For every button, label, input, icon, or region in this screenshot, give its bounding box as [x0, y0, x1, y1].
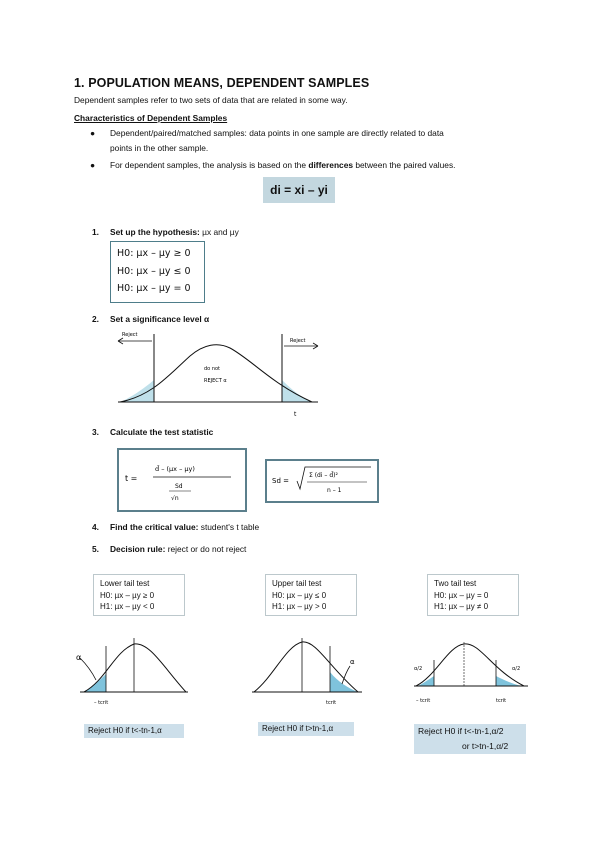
step-3: 3. Calculate the test statistic — [92, 427, 214, 437]
upper-axis-label: tcrit — [326, 700, 337, 706]
test-statistic-formula — [117, 448, 247, 512]
lower-tail-h0: H0: µx – µy ≥ 0 — [100, 590, 155, 600]
difference-formula: di = xi – yi — [263, 177, 335, 203]
t-equals: t = — [125, 474, 138, 483]
two-tail-left-rejection — [418, 676, 434, 686]
two-tail-title: Two tail test — [434, 579, 477, 588]
upper-alpha: α — [350, 658, 355, 666]
upper-tail-curve — [250, 636, 366, 708]
hypothesis-2: H0: µx – µy ≤ 0 — [117, 265, 191, 277]
bullet1-line2: points in the other sample. — [110, 143, 209, 153]
page-title: 1. POPULATION MEANS, DEPENDENT SAMPLES — [74, 76, 370, 90]
upper-tail-h0: H0: µx – µy ≤ 0 — [272, 590, 327, 600]
two-tail-rule-line1: Reject H0 if t<-tn-1,α/2 — [418, 726, 504, 736]
lower-alpha: α — [76, 653, 82, 662]
sqrt-n-term: √n — [171, 495, 179, 502]
bullet-dot: ● — [90, 160, 96, 170]
sd-formula — [265, 459, 379, 503]
two-tail-axis-right: tcrit — [496, 698, 507, 704]
lower-alpha-arrow — [80, 658, 96, 680]
reject-left-label: Reject — [122, 332, 138, 338]
upper-tail-title: Upper tail test — [272, 579, 322, 588]
characteristics-heading: Characteristics of Dependent Samples — [74, 113, 228, 123]
hypothesis-1: H0: µx – µy ≥ 0 — [117, 248, 191, 259]
hypotheses-box — [110, 241, 205, 303]
lower-tail-h1: H1: µx – µy < 0 — [100, 602, 155, 611]
lower-tail-title: Lower tail test — [100, 579, 150, 588]
intro-text: Dependent samples refer to two sets of data that are related in some way. — [74, 95, 348, 105]
two-tail-curve — [412, 636, 532, 708]
two-tail-axis-left: – tcrit — [416, 698, 431, 704]
lower-tail-box — [93, 574, 185, 616]
t-label: t — [294, 411, 297, 418]
two-tail-h0: H0: µx – µy = 0 — [434, 590, 489, 600]
lower-tail-rejection — [84, 674, 106, 692]
right-tail-fill — [282, 380, 312, 402]
bullet-dot: ● — [90, 128, 96, 138]
upper-tail-box — [265, 574, 357, 616]
step-5: 5. Decision rule: reject or do not reject — [92, 544, 247, 554]
two-tail-rule-line2: or t>tn-1,α/2 — [462, 741, 509, 751]
two-tail-right-rejection — [496, 676, 522, 686]
step-2: 2. Set a significance level α — [92, 314, 210, 324]
hypothesis-3: H0: µx – µy = 0 — [117, 283, 191, 294]
bullet2-bold: differences — [308, 160, 354, 170]
sd-lhs: Sd = — [272, 477, 289, 485]
upper-tail-rejection — [330, 672, 358, 692]
lower-tail-curve — [76, 636, 192, 708]
upper-tail-h1: H1: µx – µy > 0 — [272, 602, 327, 611]
upper-tail-rule: Reject H0 if t>tn-1,α — [258, 722, 354, 736]
stat-numerator: d̄ – (µx – µy) — [155, 465, 195, 473]
step-4: 4. Find the critical value: student's t table — [92, 522, 260, 532]
step-1: 1. Set up the hypothesis: µx and µy — [92, 227, 239, 237]
two-tail-alpha-right: α/2 — [512, 666, 521, 672]
significance-sketch — [112, 328, 334, 418]
lower-axis-label: – tcrit — [94, 700, 109, 706]
reject-alpha-label: REJECT α — [204, 378, 227, 384]
two-tail-h1: H1: µx – µy ≠ 0 — [434, 602, 489, 611]
two-tail-box — [427, 574, 519, 616]
two-tail-alpha-left: α/2 — [414, 666, 423, 672]
lower-tail-rule: Reject H0 if t<-tn-1,α — [84, 724, 184, 738]
reject-right-label: Reject — [290, 338, 306, 344]
two-tail-rule — [414, 724, 526, 754]
sd-denominator: n – 1 — [327, 487, 342, 494]
bullet1-line1: Dependent/paired/matched samples: data points in one sample are directly related to data — [110, 128, 444, 138]
do-not-label: do not — [204, 366, 221, 372]
sd-numerator: Σ (di – d̄)² — [309, 472, 338, 479]
sd-term: Sd — [175, 483, 183, 490]
